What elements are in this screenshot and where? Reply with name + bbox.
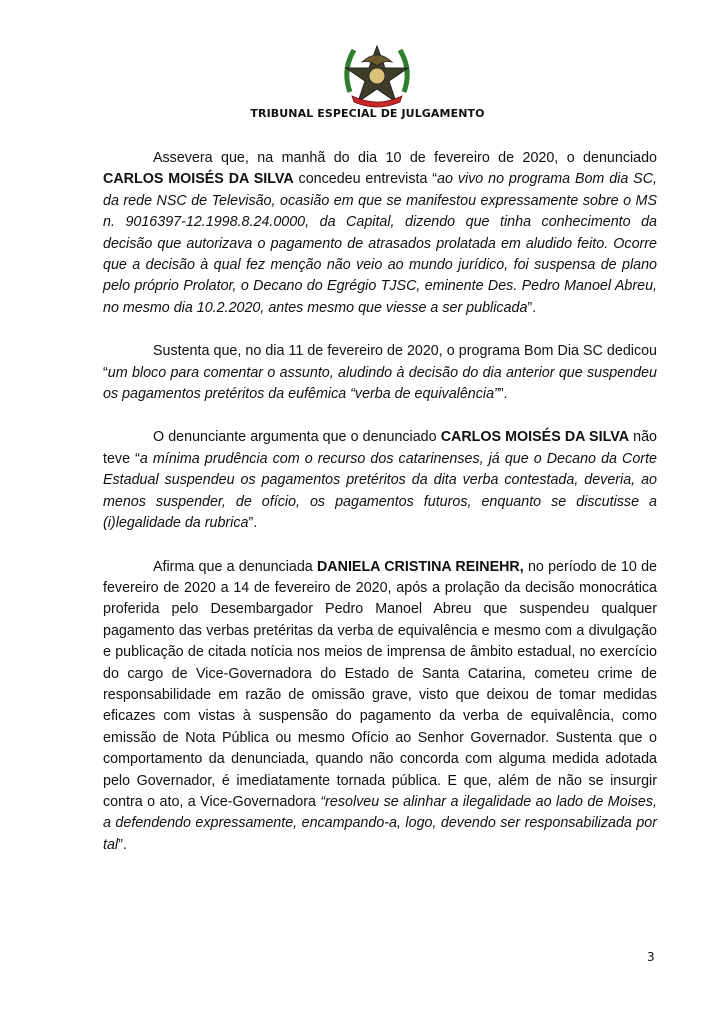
document-body [103,148,657,878]
p4-defendant-name: DANIELA CRISTINA REINEHR, [316,558,524,575]
p4-text-c: ”. [118,836,127,853]
page-number: 3 [647,950,655,964]
p4-text-b: no período de 10 de fevereiro de 2020 a 14 de fevereiro de 2020, após a prolação da decisão monocrática proferida pelo Desembargador Pedro Manoel Abreu que suspendeu qualquer pagamento das verbas pretéritas da verba de equivalência e mesmo com a divulgação e publicação de citada notícia nos meios de imprensa de âmbito estadual, no exercício do cargo de Vice-Governadora do Estado de Santa Catarina, cometeu crime de responsabilidade em razão de omissão grave, visto que deixou de tomar medidas eficazes com vistas à suspensão do pagamento da verba de equivalência, como emissão de Nota Pública ou mesmo Ofício ao Senhor Governador. Sustenta que o comportamento da denunciada, quando não concorda com alguma medida adotada pelo Governador, é imediatamente tornada pública. E que, além de não se insurgir contra o ato, a Vice-Governadora [103,558,657,810]
p3-quote: a mínima prudência com o recurso dos catarinenses, já que o Decano da Corte Estadual suspendeu os pagamentos pretéritos da dita verba contestada, deveria, ao menos suspender, de ofício, os pagamentos futuros, enquanto se discutisse a (i)legalidade da rubrica [103,450,657,532]
coat-of-arms-emblem [340,40,414,108]
p1-text-b: concedeu entrevista “ [293,171,438,188]
p1-quote: ao vivo no programa Bom dia SC, da rede NSC de Televisão, ocasião em que se manifestou expressamente sobre o MS n. 9016397-12.1998.8.24.0000, da Capital, dizendo que tinha conhecimento da decisão que autorizava o pagamento de atrasados prolatada em aludido feito. Ocorre que a decisão à qual fez menção não veio ao mundo jurídico, foi suspensa de plano pelo próprio Prolator, o Decano do Egrégio TJSC, eminente Des. Pedro Manoel Abreu, no mesmo dia 10.2.2020, antes mesmo que viesse a ser publicada [103,171,657,316]
p1-defendant-name: CARLOS MOISÉS DA SILVA [103,171,294,188]
p3-defendant-name: CARLOS MOISÉS DA SILVA [440,429,630,446]
p2-text-a: Sustenta que, no dia 11 de fevereiro de 2020, o programa Bom Dia SC dedicou “ [103,343,657,381]
p3-text-c: ”. [248,515,258,532]
paragraph-3 [103,427,657,534]
paragraph-2 [103,341,657,405]
p4-text-a: Afirma que a denunciada [153,558,317,575]
court-name-heading: TRIBUNAL ESPECIAL DE JULGAMENTO [250,107,485,120]
p1-text-a: Assevera que, na manhã do dia 10 de fevereiro de 2020, o denunciado [153,150,657,166]
p4-quote: “resolveu se alinhar a ilegalidade ao lado de Moises, a defendendo expressamente, encampando-a, logo, devendo ser responsabilizada por tal [103,793,657,853]
p2-quote: um bloco para comentar o assunto, aludindo à decisão do dia anterior que suspendeu os pagamentos pretéritos da eufêmica “verba de equivalência” [103,364,657,403]
p3-text-a: O denunciante argumenta que o denunciado [153,429,441,446]
p3-text-b: não teve “ [103,429,657,467]
p2-text-b: ”. [498,386,508,403]
paragraph-1 [103,148,657,319]
paragraph-4 [103,557,657,857]
p1-text-c: ”. [527,299,537,316]
